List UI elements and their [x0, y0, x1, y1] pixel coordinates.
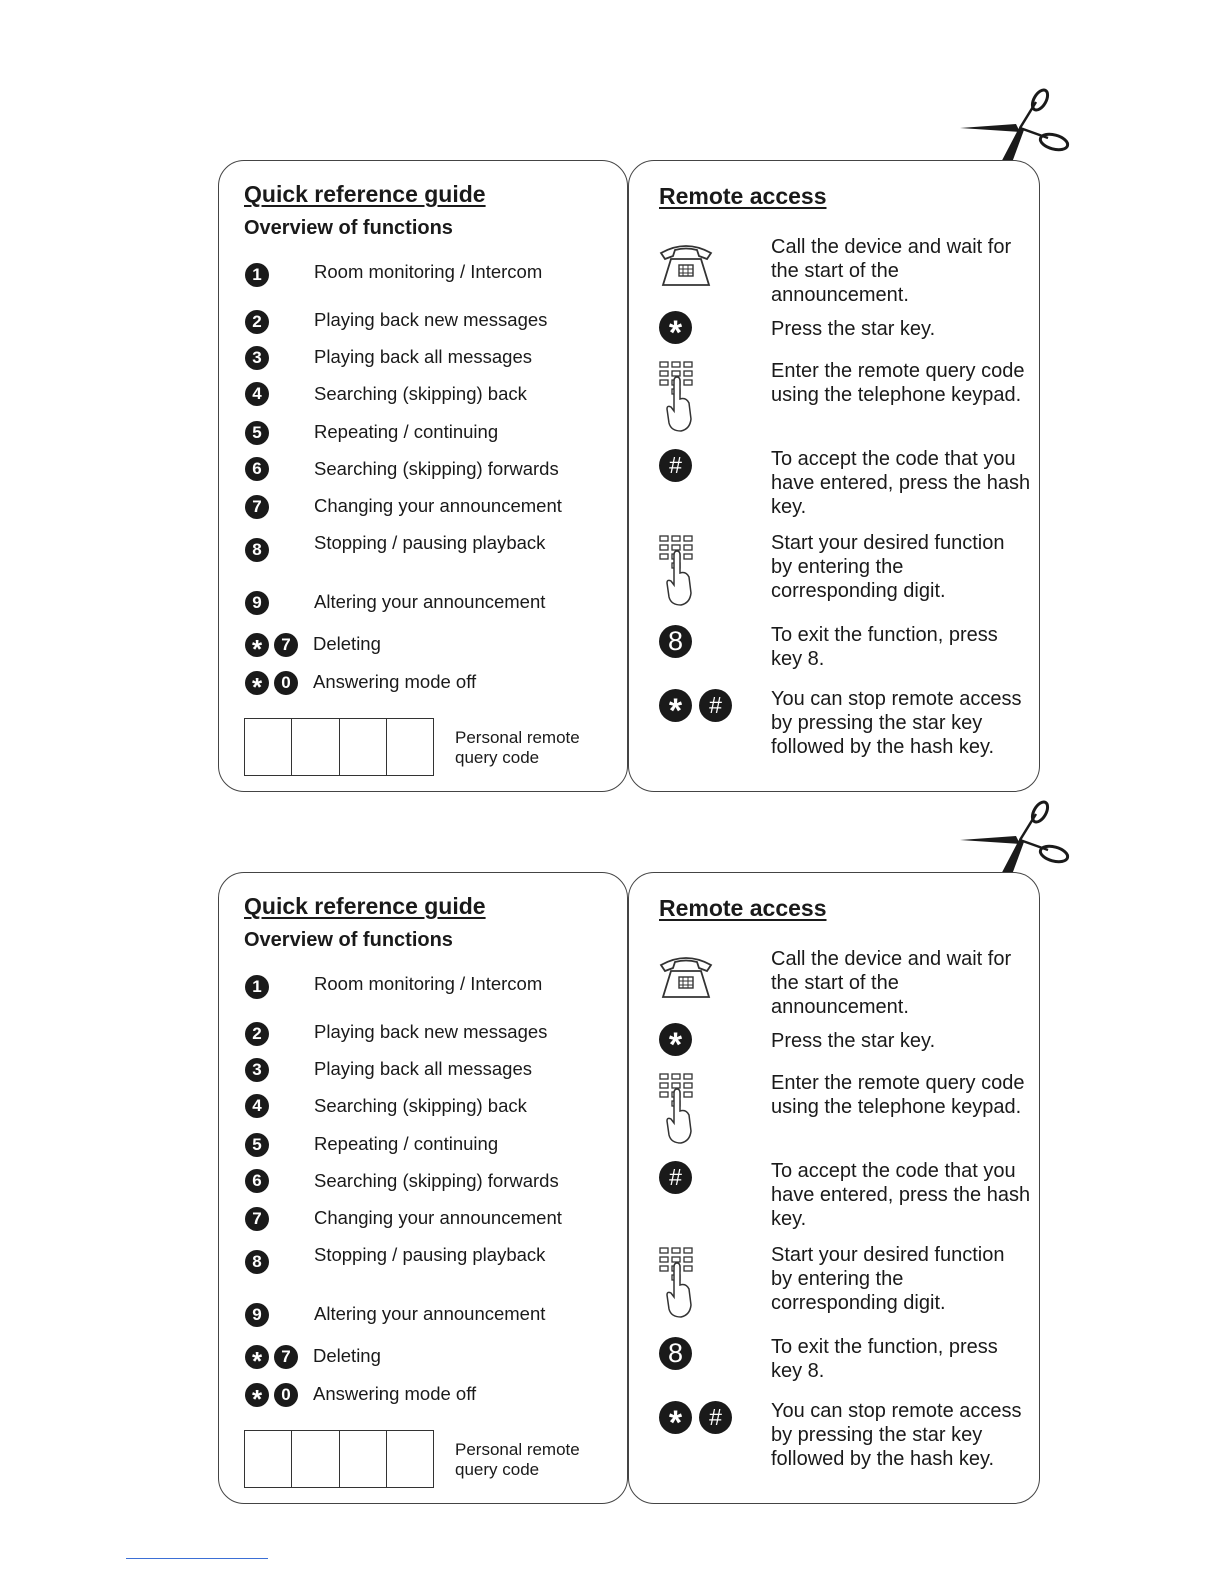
star-key-icon: *: [245, 1383, 269, 1407]
function-label: Altering your announcement: [314, 591, 546, 612]
key-2-icon: 2: [245, 310, 269, 334]
function-label: Playing back all messages: [314, 1058, 532, 1079]
card-title: Remote access: [659, 895, 827, 921]
function-label: Stopping / pausing playback: [314, 1244, 546, 1265]
function-label: Altering your announcement: [314, 1303, 546, 1324]
key-0-icon: 0: [274, 671, 298, 695]
key-6-icon: 6: [245, 457, 269, 481]
footnote-separator: [126, 1558, 268, 1559]
step-text: Call the device and wait for the start of the announcement.: [771, 948, 1012, 1018]
function-label: Deleting: [313, 1345, 381, 1366]
code-digit-box: [340, 1431, 387, 1487]
code-digit-box: [387, 719, 433, 775]
reference-card-set-2: [218, 872, 1042, 1508]
function-label: Stopping / pausing playback: [314, 532, 546, 553]
card-title: Quick reference guide: [244, 893, 486, 919]
step-text: Start your desired function by entering the corresponding digit.: [771, 532, 1005, 602]
key-7-icon: 7: [245, 1207, 269, 1231]
key-2-icon: 2: [245, 1022, 269, 1046]
function-label: Searching (skipping) forwards: [314, 458, 559, 479]
key-4-icon: 4: [245, 1094, 269, 1118]
key-8-icon: 8: [245, 538, 269, 562]
key-1-icon: 1: [245, 975, 269, 999]
reference-card-set-1: [218, 160, 1042, 796]
quick-reference-card: [218, 160, 628, 792]
function-label: Changing your announcement: [314, 495, 562, 516]
step-text: Start your desired function by entering the corresponding digit.: [771, 1244, 1005, 1314]
step-text: To exit the function, press key 8.: [771, 624, 998, 670]
function-label: Answering mode off: [313, 671, 477, 692]
star-key-icon: *: [245, 633, 269, 657]
key-7-icon: 7: [274, 633, 298, 657]
code-label: Personal remote query code: [455, 728, 580, 767]
keypad-icon: [659, 361, 695, 433]
card-title: Quick reference guide: [244, 181, 486, 207]
key-4-icon: 4: [245, 382, 269, 406]
hash-key-icon: #: [659, 1161, 692, 1194]
telephone-icon: [657, 949, 715, 1001]
star-key-icon: *: [659, 1023, 692, 1056]
code-digit-box: [292, 1431, 339, 1487]
key-6-icon: 6: [245, 1169, 269, 1193]
function-label: Deleting: [313, 633, 381, 654]
star-key-icon: *: [659, 689, 692, 722]
step-text: You can stop remote access by pressing the star key followed by the hash key.: [771, 1400, 1022, 1470]
code-label: Personal remote query code: [455, 1440, 580, 1479]
keypad-icon: [659, 535, 695, 607]
hash-key-icon: #: [699, 689, 732, 722]
remote-access-card: [628, 160, 1040, 792]
key-8-icon: 8: [659, 625, 692, 658]
remote-access-card: [628, 872, 1040, 1504]
star-key-icon: *: [245, 1345, 269, 1369]
code-digit-box: [292, 719, 339, 775]
function-label: Searching (skipping) forwards: [314, 1170, 559, 1191]
keypad-icon: [659, 1247, 695, 1319]
star-key-icon: *: [659, 1401, 692, 1434]
remote-code-boxes: [244, 1430, 434, 1488]
step-text: You can stop remote access by pressing the star key followed by the hash key.: [771, 688, 1022, 758]
card-title: Remote access: [659, 183, 827, 209]
key-1-icon: 1: [245, 263, 269, 287]
remote-code-boxes: [244, 718, 434, 776]
hash-key-icon: #: [659, 449, 692, 482]
step-text: Enter the remote query code using the telephone keypad.: [771, 360, 1025, 406]
step-text: Press the star key.: [771, 1030, 936, 1052]
key-7-icon: 7: [274, 1345, 298, 1369]
quick-reference-card: [218, 872, 628, 1504]
key-3-icon: 3: [245, 346, 269, 370]
step-text: Enter the remote query code using the telephone keypad.: [771, 1072, 1025, 1118]
code-digit-box: [387, 1431, 433, 1487]
function-label: Repeating / continuing: [314, 421, 499, 442]
function-label: Changing your announcement: [314, 1207, 562, 1228]
step-text: To accept the code that you have entered, press the hash key.: [771, 448, 1031, 518]
step-text: To exit the function, press key 8.: [771, 1336, 998, 1382]
function-label: Answering mode off: [313, 1383, 477, 1404]
key-5-icon: 5: [245, 421, 269, 445]
card-subtitle: Overview of functions: [244, 929, 453, 951]
hash-key-icon: #: [699, 1401, 732, 1434]
code-digit-box: [340, 719, 387, 775]
key-0-icon: 0: [274, 1383, 298, 1407]
function-label: Repeating / continuing: [314, 1133, 499, 1154]
code-digit-box: [245, 719, 292, 775]
function-label: Searching (skipping) back: [314, 1095, 527, 1116]
keypad-icon: [659, 1073, 695, 1145]
card-subtitle: Overview of functions: [244, 217, 453, 239]
function-label: Room monitoring / Intercom: [314, 261, 543, 282]
telephone-icon: [657, 237, 715, 289]
key-5-icon: 5: [245, 1133, 269, 1157]
function-label: Playing back new messages: [314, 1021, 548, 1042]
star-key-icon: *: [245, 671, 269, 695]
function-label: Playing back new messages: [314, 309, 548, 330]
function-label: Room monitoring / Intercom: [314, 973, 543, 994]
star-key-icon: *: [659, 311, 692, 344]
key-9-icon: 9: [245, 1303, 269, 1327]
scissors-icon: [958, 88, 1078, 168]
step-text: To accept the code that you have entered, press the hash key.: [771, 1160, 1031, 1230]
step-text: Call the device and wait for the start of the announcement.: [771, 236, 1012, 306]
key-7-icon: 7: [245, 495, 269, 519]
step-text: Press the star key.: [771, 318, 936, 340]
key-8-icon: 8: [659, 1337, 692, 1370]
function-label: Searching (skipping) back: [314, 383, 527, 404]
key-8-icon: 8: [245, 1250, 269, 1274]
scissors-icon: [958, 800, 1078, 880]
key-3-icon: 3: [245, 1058, 269, 1082]
function-label: Playing back all messages: [314, 346, 532, 367]
code-digit-box: [245, 1431, 292, 1487]
key-9-icon: 9: [245, 591, 269, 615]
